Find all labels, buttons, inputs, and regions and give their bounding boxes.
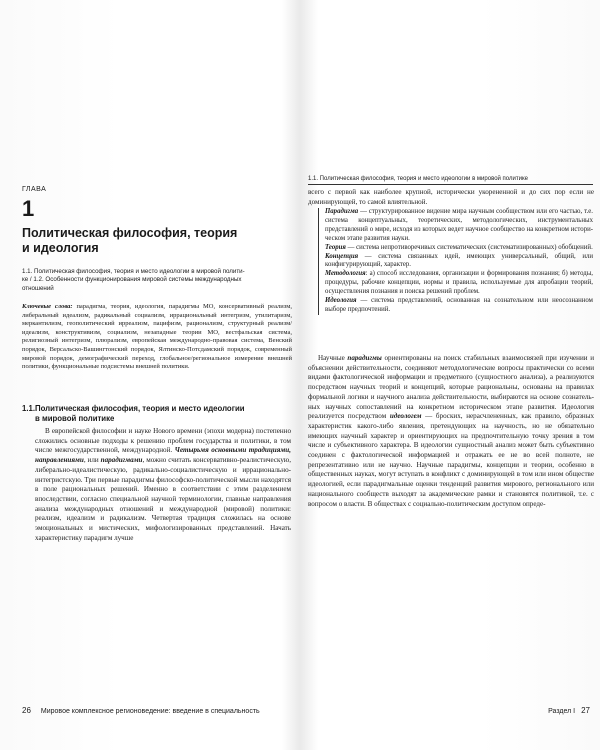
definition-term: Концепция [325, 252, 359, 260]
page-number-left: 26 [22, 706, 31, 715]
emphasis-term: парадигмами [100, 456, 143, 465]
definition-text: — система представлений, основанная на сознательном или неосознанном выборе предпочтений. [325, 297, 593, 313]
chapter-number: 1 [22, 196, 35, 221]
section-heading [22, 404, 292, 423]
paragraph [35, 427, 291, 543]
text-run: В европейской философии и науке Нового времени (эпохи модерна) постепенно сложились основные подходы к решению проблем государства и политики, в том числе межгосударственной, международной. [35, 427, 291, 455]
chapter-title-line-2: и идеология [22, 241, 99, 255]
definition-text: : а) способ исследования, организации и формирования познания; б) методы, процедуры, рабочие концепции, нормы и правила, используемые для апробации теорий, осуществления познания и поиска решений проблем. [325, 270, 593, 296]
toc-line-2: ке / 1.2. Особенности функционирования мировой системы международных [22, 276, 242, 284]
text-run: — броских, нерасчлененных, как правило, образных характеристик какого-либо явления, претендующих на научность, но не обязательно имеющих научный характер и ориентирующих на предпочтительную точку зрения в том числе и субъективного характера. В идеологии сущностный анализ может быть субъективно соединен с фактологической информацией и отражать ее не во всей полноте, не репрезентативно или не научно. Научные парадигмы, концепции и теории, особенно в общественных науках, могут вступать в конфликт с доминирующей в том или ином обществе идеологией, если парадигмальные оценки тенденций развития мирового, регионального или национального сообществ выходят за академические рамки и становятся политикой, т.е. с вопросом о власти. В обществах с социально-политическим доступом опреде- [308, 412, 595, 508]
section-title-line-2: в мировой политике [35, 413, 115, 423]
definition-text: — структурированное видение мира научным сообществом или его частью, т.е. система концептуальных, теоретических, методологических, инструментальных представлений о мире, исходя из которых ведет научное сообщество на конкретном историческом этапе развития науки. [325, 208, 593, 242]
definition-term: Идеология [325, 297, 357, 305]
emphasis-term: парадигмы [347, 354, 382, 362]
definition-text: — система связанных идей, имеющих универсальный, общий, или конфигурирующий, характер. [325, 252, 593, 269]
emphasis-term: Четырьмя основными традициями, направлениями [35, 446, 291, 465]
right-footer [548, 706, 590, 715]
right-body-text [308, 354, 594, 509]
definition-ideology [325, 297, 593, 315]
definition-methodology [325, 270, 593, 297]
definition-text: — система непротиворечивых систематических (систематизированных) обобщений. [345, 243, 593, 251]
left-body-text [35, 427, 291, 543]
section-footer: Раздел I [548, 708, 576, 715]
definition-term: Методология [325, 270, 366, 278]
definition-term: Теория [325, 243, 346, 251]
definition-concept [325, 253, 593, 271]
text-run: Научные [318, 354, 348, 362]
definition-paradigm [325, 208, 593, 244]
toc-line-3: отношений [22, 284, 54, 292]
left-footer [22, 706, 260, 715]
definitions-box [318, 208, 593, 315]
section-title-line-1: Политическая философия, теория и место идеологии [35, 404, 245, 413]
paragraph [308, 354, 594, 509]
book-title-footer: Мировое комплексное регионоведение: введение в специальность [40, 708, 260, 715]
text-run: , или [83, 456, 101, 465]
keywords-paragraph [22, 303, 292, 372]
definition-theory [325, 244, 593, 253]
emphasis-term: идеологем [389, 412, 422, 421]
chapter-label: ГЛАВА [22, 186, 47, 193]
page-number-right: 27 [581, 706, 590, 715]
paragraph: всего с первой как наиболее крупной, исторически укорененной и до сих пор если не доминирующей, то самой влиятельной. [308, 188, 594, 206]
text-run: ориентированы на поиск стабильных взаимосвязей при изучении и объяснении действительности, соединяют методологические вопросы практически со всеми видами фактологической информации и предметного (сущностного анализа), а реализуются посредством научных теорий и концепций, которые рациональны, основаны на правилах формальной логики и научного анализа действительности, выбираются на основе сознательных научных сопоставлений на конкретном историческом этапе развития. Идеология реализуется посредством [308, 354, 594, 421]
chapter-title-line-1: Политическая философия, теория [22, 226, 238, 240]
chapter-title [22, 226, 282, 256]
text-run: , можно считать консервативно-реалистическую, либерально-идеалистическую, радикально-социалистическую и иррационально-интегристскую. Три первые парадигмы философско-политической мысли находятся в поле рациональных решений. Именно в соответствии с этим разделением впоследствии, согласно специальной научной терминологии, главные направления анализа международных отношений и международной (мировой) политики: реализм, идеализм и радикализм. Четвертая традиция сложилась на основе эмоциональных и мистических, мифологизированных представлений. Начать характеристику парадигм лучше [35, 456, 291, 542]
keywords-text: парадигма, теория, идеология, парадигмы МО, консервативный реализм, либеральный идеализм, радикальный социализм, иррациональный интегризм, утилитаризм, меркантилизм, геополитический ирреализм, пацифизм, рационализм, структурный реализм/идеализм, конструктивизм, социализм, незападные теории МО, вестфальская система, религиозный интегризм, плюрализм, европейская международно-правовая система, Венский порядок, Версальско-Вашингтонский порядок, Ялтинско-Потсдамский порядок, современный мировой порядок, демографический переход, глобальное/региональное измерение внешней политики, функциональные подсистемы внешней политики. [22, 303, 292, 371]
right-intro-text [308, 188, 594, 207]
keywords-label: Ключевые слова: [22, 303, 73, 310]
running-head: 1.1. Политическая философия, теория и место идеологии в мировой политике [308, 176, 593, 185]
right-page [300, 0, 600, 750]
definition-term: Парадигма [325, 208, 359, 215]
chapter-contents [22, 268, 292, 293]
section-number: 1.1. [22, 404, 36, 413]
toc-line-1: 1.1. Политическая философия, теория и место идеологии в мировой полити- [22, 268, 245, 275]
